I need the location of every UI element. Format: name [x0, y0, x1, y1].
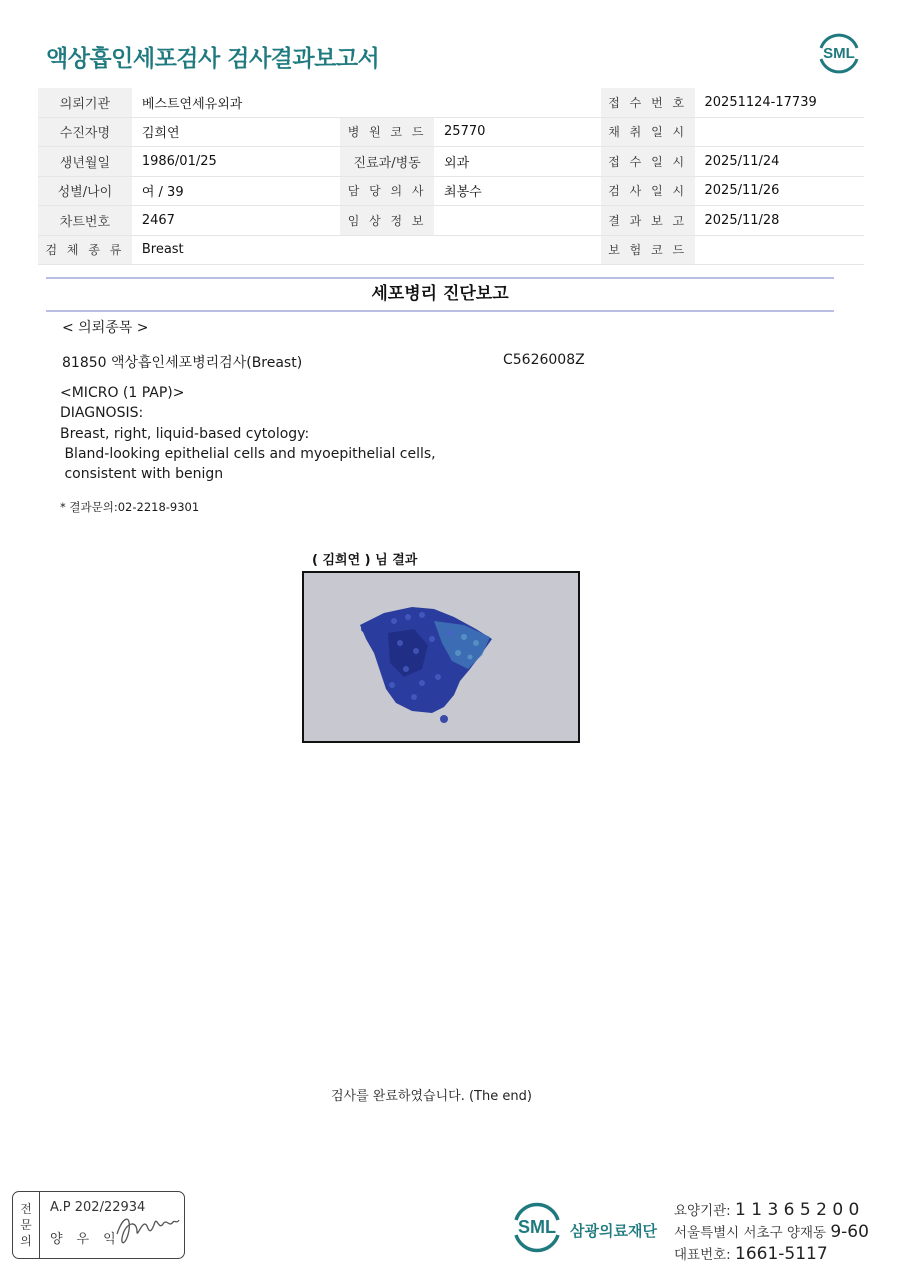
stamp-ap-number: A.P 202/22934	[50, 1200, 146, 1215]
insurance-value	[695, 235, 864, 265]
section-title: 세포병리 진단보고	[46, 277, 834, 312]
sml-logo	[815, 30, 863, 76]
clinical-label: 임 상 정 보	[340, 206, 434, 236]
chart-value: 2467	[132, 206, 340, 236]
doctor-value: 최봉수	[434, 176, 601, 206]
specimen-label: 검 체 종 류	[38, 235, 132, 265]
pathologist-stamp	[12, 1191, 185, 1259]
footer-phone-value: 1661-5117	[735, 1244, 828, 1264]
hosp-code-label: 병 원 코 드	[340, 117, 434, 147]
report-label: 결 과 보 고	[601, 206, 695, 236]
diagnosis-line-2: Bland-looking epithelial cells and myoepithelial cells,	[60, 446, 436, 462]
signature-icon	[113, 1204, 183, 1250]
inst-value: 베스트연세유외과	[132, 88, 601, 117]
doctor-label: 담 당 의 사	[340, 176, 434, 206]
footer-address-number: 9-60	[830, 1222, 869, 1242]
patient-label: 수진자명	[38, 117, 132, 147]
test-date-value: 2025/11/26	[695, 176, 864, 206]
footer-code-label: 요양기관:	[674, 1203, 731, 1219]
specimen-value: Breast	[132, 235, 601, 265]
photo-caption: ( 김희연 ) 님 결과	[312, 553, 418, 568]
end-message: 검사를 완료하였습니다. (The end)	[331, 1089, 532, 1104]
dept-label: 진료과/병동	[340, 147, 434, 177]
stamp-char-2: 문	[20, 1218, 32, 1232]
sex-label: 성별/나이	[38, 176, 132, 206]
insurance-label: 보 험 코 드	[601, 235, 695, 265]
recv-no-value: 20251124-17739	[695, 88, 864, 117]
footer-code-line	[674, 1199, 859, 1220]
order-item: 81850 액상흡인세포병리검사(Breast)	[62, 355, 303, 371]
report-value: 2025/11/28	[695, 206, 864, 236]
order-code: C5626008Z	[503, 352, 585, 368]
patient-info-table	[38, 88, 864, 265]
diagnosis-line-3: consistent with benign	[60, 466, 224, 482]
stamp-char-1: 전	[20, 1202, 32, 1216]
dept-value: 외과	[434, 147, 601, 177]
inst-label: 의뢰기관	[38, 88, 132, 117]
footer-address-line	[674, 1221, 869, 1242]
sml-footer-logo-text: SML	[518, 1217, 556, 1237]
recv-no-label: 접 수 번 호	[601, 88, 695, 117]
stamp-name: 양우익	[50, 1232, 130, 1247]
recv-date-value: 2025/11/24	[695, 147, 864, 177]
collect-value	[695, 117, 864, 147]
cytology-image	[302, 571, 580, 743]
diagnosis-line-1: Breast, right, liquid-based cytology:	[60, 426, 310, 442]
corp-name: 삼광의료재단	[570, 1222, 657, 1240]
stamp-char-3: 의	[20, 1234, 32, 1248]
micro-line: <MICRO (1 PAP)>	[60, 385, 185, 401]
birth-value: 1986/01/25	[132, 147, 340, 177]
order-heading: < 의뢰종목 >	[62, 320, 149, 336]
contact-line: * 결과문의:02-2218-9301	[60, 500, 200, 514]
sml-footer-logo	[509, 1199, 565, 1255]
stamp-vertical-label	[13, 1192, 40, 1258]
patient-value: 김희연	[132, 117, 340, 147]
birth-label: 생년월일	[38, 147, 132, 177]
recv-date-label: 접 수 일 시	[601, 147, 695, 177]
footer-code-value: 1 1 3 6 5 2 0 0	[735, 1200, 860, 1220]
test-date-label: 검 사 일 시	[601, 176, 695, 206]
footer-phone-line	[674, 1243, 828, 1264]
clinical-value	[434, 206, 601, 236]
footer-phone-label: 대표번호:	[674, 1247, 731, 1263]
footer-address: 서울특별시 서초구 양재동	[674, 1225, 827, 1241]
sml-logo-text: SML	[823, 45, 855, 62]
sex-value: 여 / 39	[132, 176, 340, 206]
diagnosis-label: DIAGNOSIS:	[60, 405, 144, 421]
report-title: 액상흡인세포검사 검사결과보고서	[46, 46, 380, 72]
hosp-code-value: 25770	[434, 117, 601, 147]
collect-label: 채 취 일 시	[601, 117, 695, 147]
chart-label: 차트번호	[38, 206, 132, 236]
